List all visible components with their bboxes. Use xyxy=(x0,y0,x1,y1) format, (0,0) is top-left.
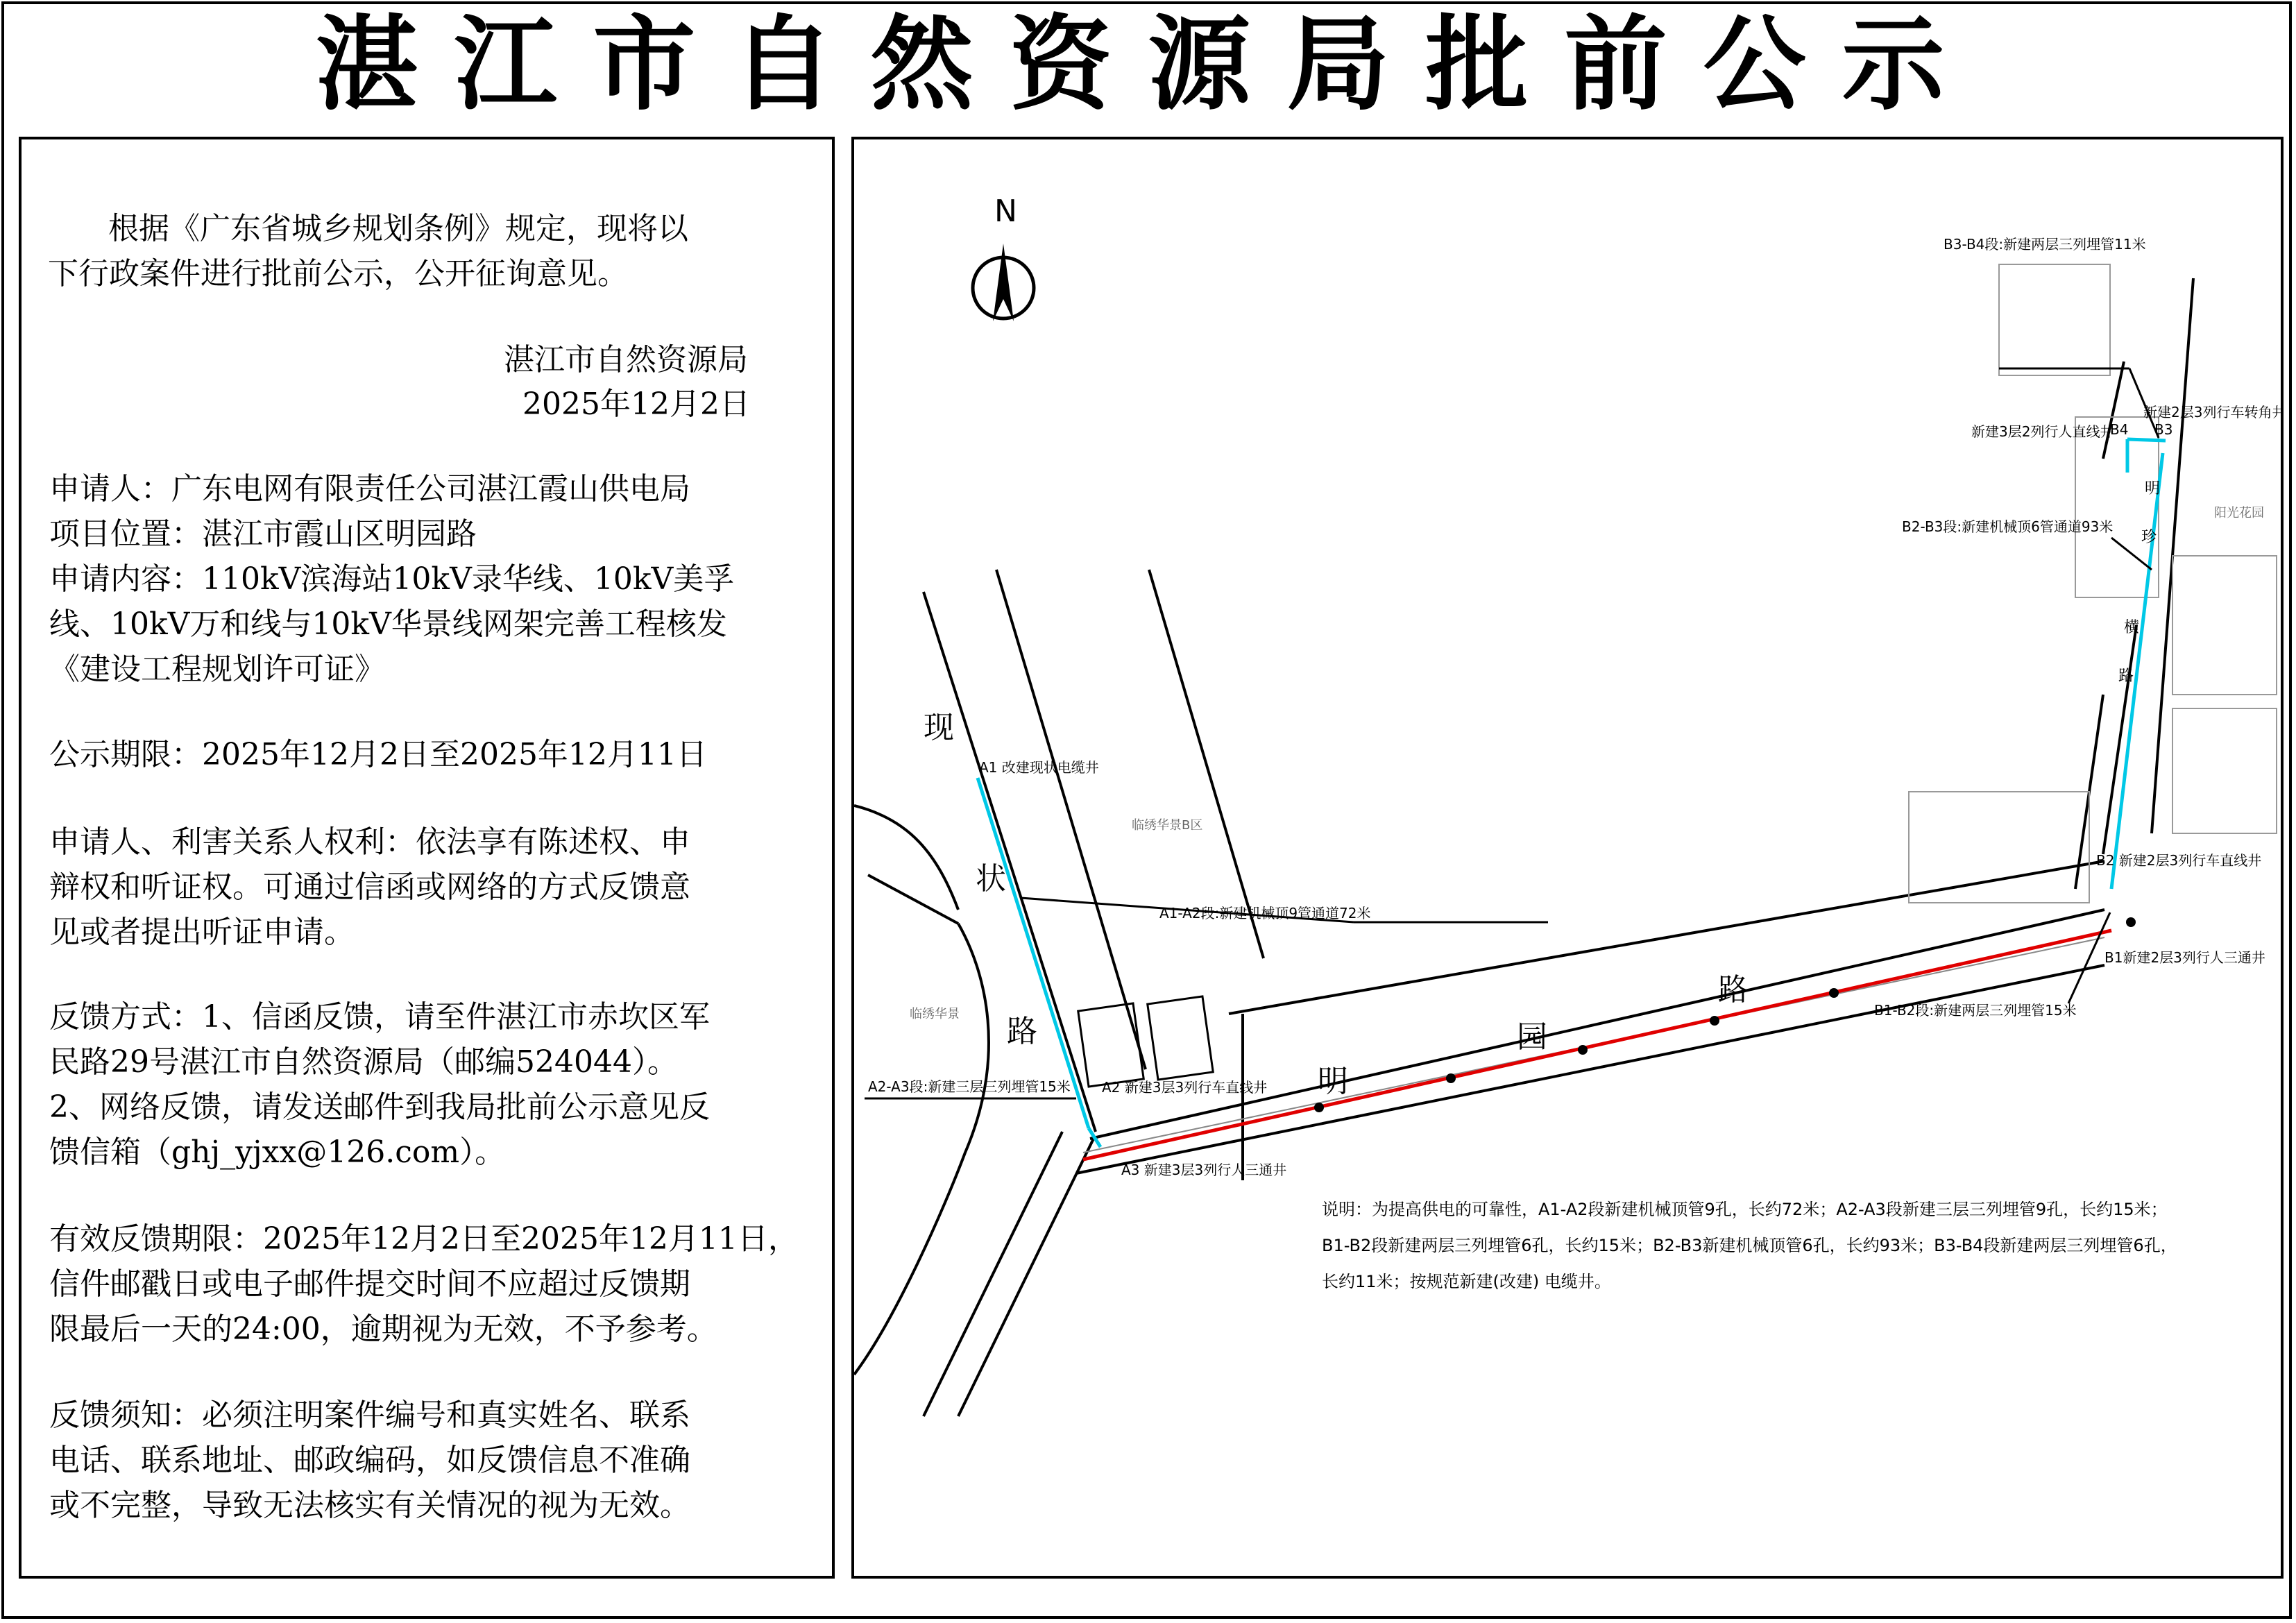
road-mingyuan-char-1: 明 xyxy=(1318,1064,1348,1099)
road-xianzhuang-char-3: 路 xyxy=(1007,1014,1037,1049)
site-plan-drawing xyxy=(854,139,2284,1579)
site-plan xyxy=(851,137,2284,1579)
xianzhuang-road-edges xyxy=(854,570,1264,1416)
rights-line-2: 辩权和听证权。可通过信函或网络的方式反馈意 xyxy=(49,869,690,905)
explanation-line-2: B1-B2段新建两层三列埋管6孔，长约15米；B2-B3新建机械顶管6孔，长约93米；B3-B4段新建两层三列埋管6孔， xyxy=(1322,1236,2177,1255)
issue-date: 2025年12月2日 xyxy=(522,386,750,422)
new-duct-lines-cyan xyxy=(978,439,2166,1147)
feedback-line-3: 2、网络反馈，请发送邮件到我局批前公示意见反 xyxy=(49,1089,710,1125)
work-labels xyxy=(868,236,2284,1178)
label-b1b2: B1-B2段:新建两层三列埋管15米 xyxy=(1874,1002,2077,1019)
feedback-line-4: 馈信箱（ghj_yjxx@126.com）。 xyxy=(49,1135,506,1170)
rights-line-1: 申请人、利害关系人权利：依法享有陈述权、申 xyxy=(49,824,690,860)
label-b3: B3 xyxy=(2154,421,2173,438)
notes-line-1: 反馈须知：必须注明案件编号和真实姓名、联系 xyxy=(49,1397,690,1433)
rights-line-3: 见或者提出听证申请。 xyxy=(49,915,355,950)
north-label: N xyxy=(994,194,1017,229)
road-xianzhuang-char-1: 现 xyxy=(924,710,954,745)
leader-lines xyxy=(865,368,2159,1098)
label-a1a2: A1-A2段:新建机械顶9管通道72米 xyxy=(1159,905,1371,921)
notes-line-2: 电话、联系地址、邮政编码，如反馈信息不准确 xyxy=(49,1443,690,1478)
north-arrow-icon xyxy=(973,194,1034,321)
notice-period: 公示期限：2025年12月2日至2025年12月11日 xyxy=(49,737,707,772)
content-line-3: 《建设工程规划许可证》 xyxy=(49,652,385,687)
label-b2: B2 新建2层3列行车直线井 xyxy=(2096,852,2262,869)
label-b1: B1新建2层3列行人三通井 xyxy=(2104,949,2265,966)
intro-line-2: 下行政案件进行批前公示，公开征询意见。 xyxy=(48,256,628,291)
label-b3-note: 新建2层3列行车转角井 xyxy=(2143,404,2286,420)
valid-line-2: 信件邮戳日或电子邮件提交时间不应超过反馈期 xyxy=(49,1266,690,1302)
content-line-1: 申请内容：110kV滨海站10kV录华线、10kV美孚 xyxy=(49,561,735,597)
explanation-line-3: 长约11米；按规范新建(改建) 电缆井。 xyxy=(1322,1272,1611,1291)
road-mingzhen-char-1: 明 xyxy=(2145,480,2161,498)
intro-line-1: 根据《广东省城乡规划条例》规定，现将以 xyxy=(108,211,688,246)
label-a3: A3 新建3层3列行人三通井 xyxy=(1121,1162,1287,1178)
road-mingzhen-char-2: 珍 xyxy=(2141,529,2157,546)
notice-panel xyxy=(19,137,835,1579)
surrounding-blocks xyxy=(1909,264,2277,903)
feedback-line-1: 反馈方式：1、信函反馈，请至件湛江市赤坎区军 xyxy=(49,999,710,1035)
explanation xyxy=(1322,1200,2177,1291)
applicant: 申请人：广东电网有限责任公司湛江霞山供电局 xyxy=(49,471,690,507)
label-a2a3: A2-A3段:新建三层三列埋管15米 xyxy=(868,1078,1071,1095)
label-b2b3: B2-B3段:新建机械顶6管通道93米 xyxy=(1902,518,2114,535)
road-mingzhen-char-4: 路 xyxy=(2118,668,2134,685)
label-b4-note: 新建3层2列行人直线井 xyxy=(1971,423,2114,440)
notes-line-3: 或不完整，导致无法核实有关情况的视为无效。 xyxy=(49,1488,690,1523)
label-b3b4: B3-B4段:新建两层三列埋管11米 xyxy=(1944,236,2146,253)
label-a2: A2 新建3层3列行车直线井 xyxy=(1102,1079,1268,1096)
road-mingzhen-char-3: 横 xyxy=(2124,619,2140,636)
explanation-line-1: 说明：为提高供电的可靠性，A1-A2段新建机械顶管9孔，长约72米；A2-A3段新建三层三列埋管9孔，长约15米； xyxy=(1322,1200,2168,1219)
content-line-2: 线、10kV万和线与10kV华景线网架完善工程核发 xyxy=(49,606,727,642)
road-mingyuan-char-3: 路 xyxy=(1718,972,1749,1008)
buildings xyxy=(1078,896,2284,1087)
place-linhai: 临绣华景B区 xyxy=(1132,818,1203,833)
feedback-line-2: 民路29号湛江市自然资源局（邮编524044）。 xyxy=(49,1044,678,1080)
red-cable-line xyxy=(1083,931,2111,1159)
place-yanglin: 阳光花园 xyxy=(2214,506,2264,520)
place-xiuhua: 临绣华景 xyxy=(910,1007,960,1021)
issuer: 湛江市自然资源局 xyxy=(504,342,748,377)
place-labels xyxy=(910,506,2264,1021)
road-mingyuan-char-2: 园 xyxy=(1517,1019,1547,1055)
label-b4: B4 xyxy=(2110,421,2129,438)
valid-line-3: 限最后一天的24:00，逾期视为无效，不予参考。 xyxy=(49,1311,717,1347)
label-a1: A1 改建现状电缆井 xyxy=(979,759,1099,776)
valid-line-1: 有效反馈期限：2025年12月2日至2025年12月11日， xyxy=(49,1221,799,1257)
page-title: 湛江市自然资源局批前公示 xyxy=(315,5,1981,124)
project-location: 项目位置：湛江市霞山区明园路 xyxy=(49,516,477,552)
road-xianzhuang-char-2: 状 xyxy=(976,861,1006,897)
mingzhen-road-edges xyxy=(2075,278,2193,889)
